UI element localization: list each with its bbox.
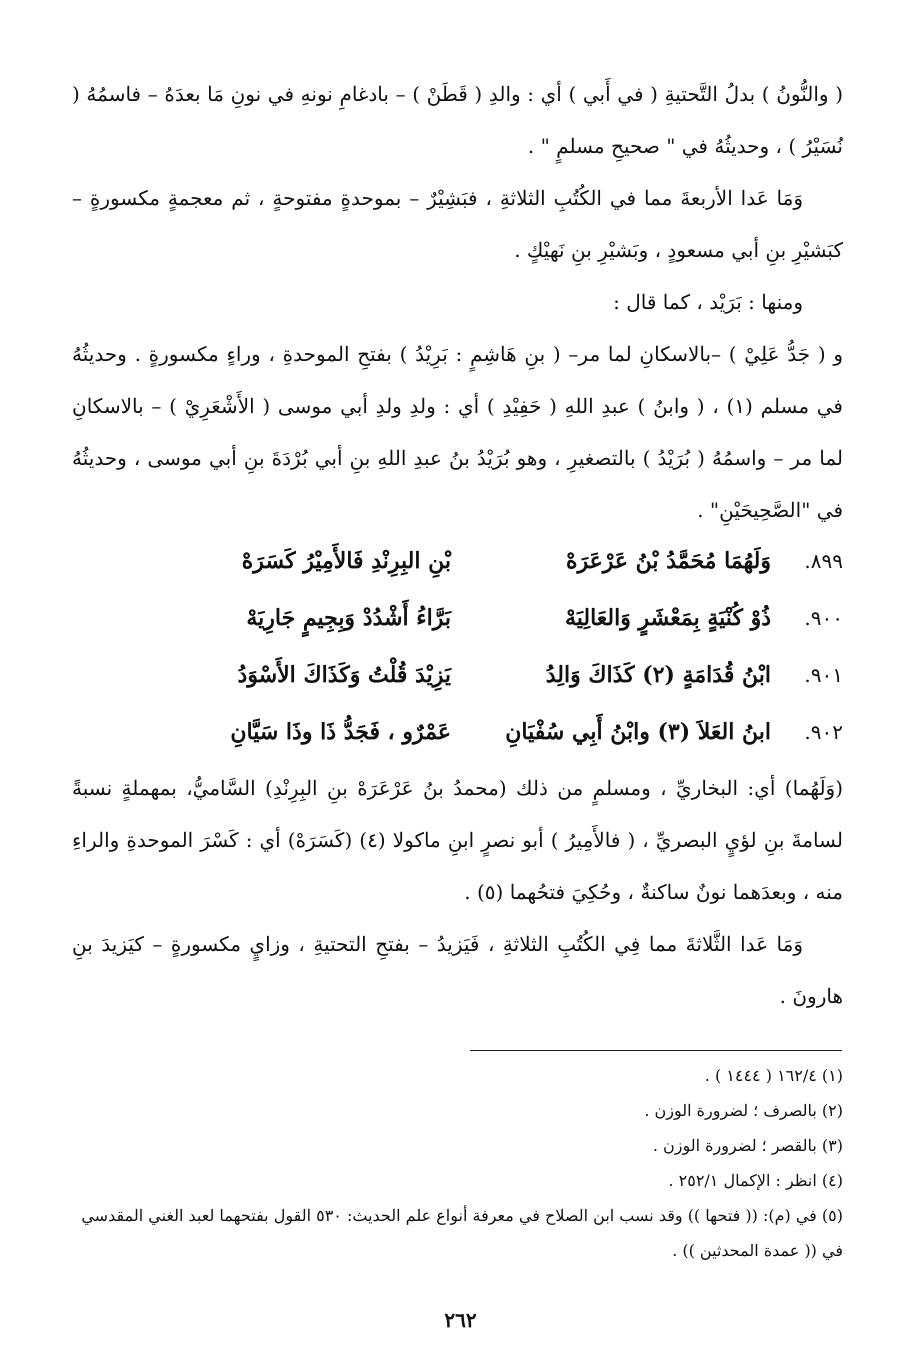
verse-second-hemistich: يَزِيْدَ قُلْتُ وَكَذَاكَ الأَسْوَدُ [237,661,451,688]
verse-899 [72,532,843,589]
verse-second-hemistich: عَمْرٌو ، فَجَدُّ ذَا وذَا سَيَّانِ [230,718,451,745]
verse-number: ٩٠٢. [804,719,843,744]
commentary-text-top [72,68,843,536]
verse-first-hemistich: وَلَهُمَا مُحَمَّدُ بْنُ عَرْعَرَهْ [565,547,771,574]
verse-number: ٨٩٩. [804,548,843,573]
verse-902 [72,703,843,760]
paragraph-5: (وَلَهُما) أي: البخاريِّ ، ومسلمٍ من ذلك (محمدُ بنُ عَرْعَرَهْ بنِ البِرِنْدِ) السَّاميُّ، بمهملةٍ نسبةً لسامةَ بنِ لؤيٍ البصريِّ ، ( فالأَمِيرُ ) أبو نصرٍ ابنِ ماكولا (٤) (كَسَرَهْ) أي : كَسْرَ الموحدةِ والراءِ منه ، وبعدَهما نونٌ ساكنةٌ ، وحُكِيَ فتحُهما (٥) . [72,776,843,904]
verse-number: ٩٠٠. [804,605,843,630]
commentary-text-bottom [72,762,843,1022]
paragraph-6: وَمَا عَدا الثَّلاثةَ مما فِي الكُتُبِ الثلاثةِ ، فَيَزيدُ – بفتحِ التحتيةِ ، وزايٍ مكسورةٍ – كيَزيدَ بنِ هارونَ . [72,932,843,1008]
footnote-divider [470,1050,842,1051]
verse-second-hemistich: بَرَّاءُ أَشْدُدْ وَبِجِيمٍ جَارِيَهْ [246,604,451,631]
footnote-4: (٤) انظر : الإكمال ٢٥٢/١ . [668,1171,843,1190]
verse-900 [72,589,843,646]
verse-901 [72,646,843,703]
page-number: ٢٦٢ [444,1308,477,1332]
footnote-3: (٣) بالقصر ؛ لضرورة الوزن . [652,1136,843,1155]
verse-number: ٩٠١. [804,662,843,687]
verse-first-hemistich: ذُوْ كُنْيَةٍ بِمَعْشَرٍ وَالعَالِيَهْ [564,604,771,631]
footnote-2: (٢) بالصرف ؛ لضرورة الوزن . [644,1101,843,1120]
footnote-1: (١) ١٦٢/٤ ( ١٤٤٤ ) . [704,1066,843,1085]
paragraph-4: و ( جَدُّ عَلِيْ ) –بالاسكانِ لما مر– ( بنِ هَاشِمٍ : بَرِيْدُ ) بفتحِ الموحدةِ ، وراءٍ مكسورةٍ . وحديثُهُ في مسلم (١) ، ( وابنُ ) عبدِ اللهِ ( حَفِيْدِ ) أي : ولدِ ولدِ أبي موسى ( الأَشْعَرِيْ ) – بالاسكانِ لما مر – واسمُهُ ( بُرَيْدُ ) بالتصغيرِ ، وهو بُرَيْدُ بنُ عبدِ اللهِ بنِ أبي بُرْدَةَ بنِ أبي موسى ، وحديثُهُ في "الصَّحِيحَيْنِ" . [72,342,843,522]
paragraph-2: وَمَا عَدا الأربعةَ مما في الكُتُبِ الثلاثةِ ، فبَشِيْرٌ – بموحدةٍ مفتوحةٍ ، ثم معجمةٍ مكسورةٍ – كبَشيْرِ بنِ أبي مسعودٍ ، وبَشيْرِ بنِ نَهيْكٍ . [72,186,843,262]
verse-second-hemistich: بْنِ البِرِنْدِ فَالأَمِيْرُ كَسَرَهْ [241,547,451,574]
paragraph-1: ( والنُّونُ ) بدلُ التَّحتيةِ ( في أَبي ) أي : والدِ ( قَطَنْ ) – بادغامِ نونهِ في نونِ مَا بعدَهُ – فاسمُهُ ( نُسَيْرُ ) ، وحديثُهُ في " صحيحِ مسلمٍ " . [72,82,843,158]
verse-first-hemistich: ابْنُ قُدَامَةٍ (٢) كَذَاكَ وَالِدُ [545,661,771,688]
footnote-5: (٥) في (م): (( فتحها )) وقد نسب ابن الصلاح في معرفة أنواع علم الحديث: ٥٣٠ القول بفتحهما لعبد الغني المقدسي في (( عمدة المحدثين )) . [81,1206,843,1260]
verse-first-hemistich: ابنُ العَلاَ (٣) وابْنُ أَبِي سُفْيَانِ [505,718,771,745]
poem-verses [72,532,843,760]
footnotes [72,1058,843,1268]
paragraph-3: ومنها : بَرَيْد ، كما قال : [613,290,803,314]
